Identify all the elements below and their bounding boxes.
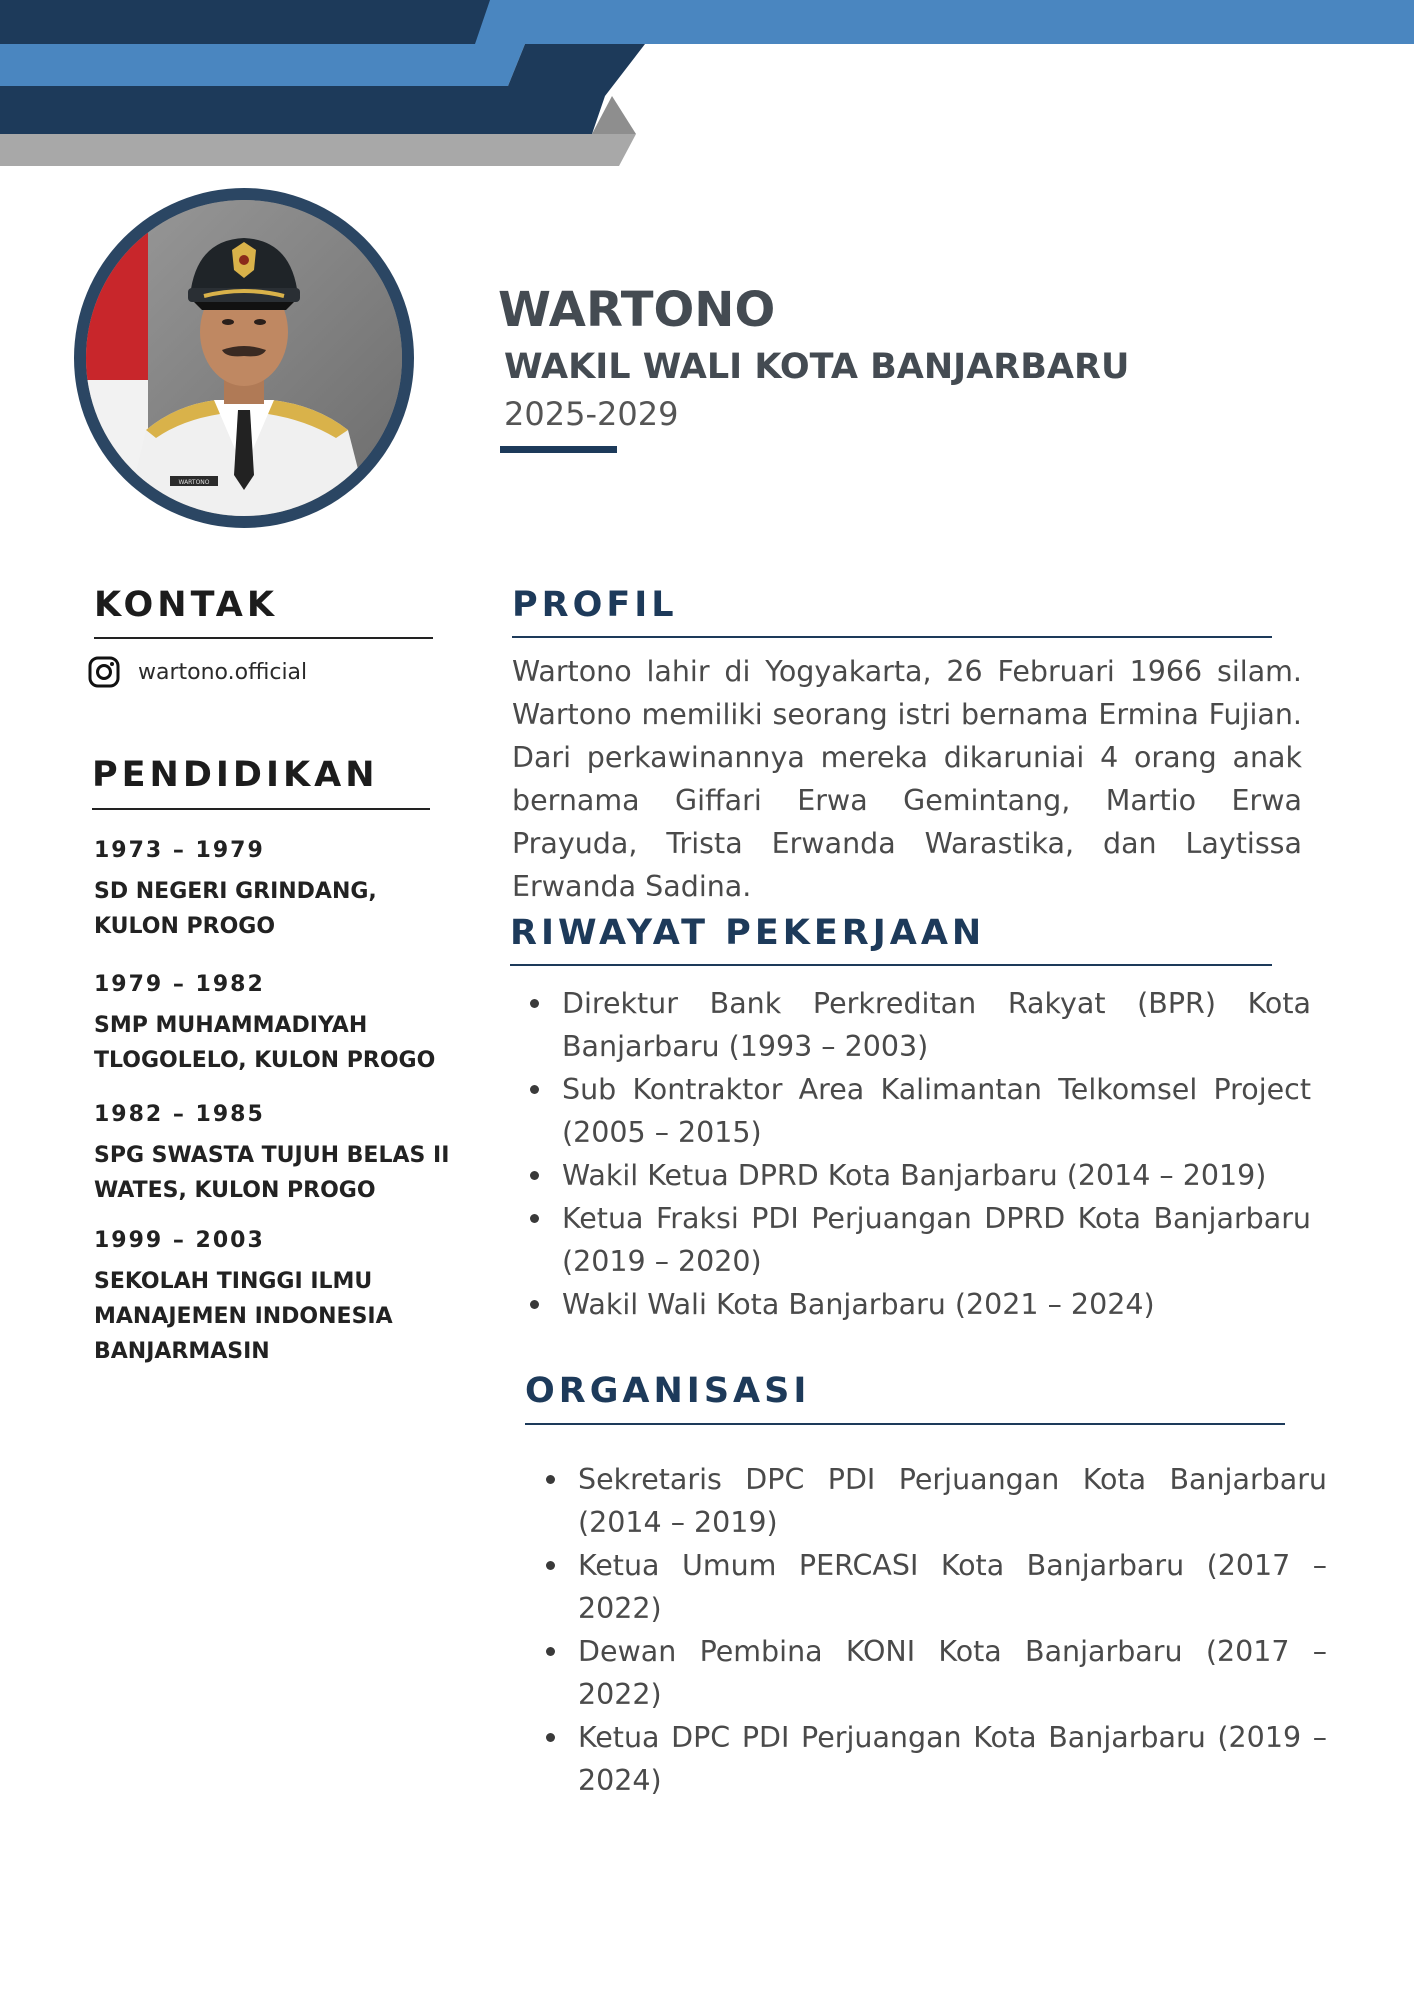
education-school-line: SMP MUHAMMADIYAH (94, 1013, 368, 1038)
list-item: Sekretaris DPC PDI Perjuangan Kota Banjarbaru (2014 – 2019) (528, 1458, 1327, 1544)
portrait-badge: WARTONO (178, 479, 210, 486)
instagram-contact[interactable] (88, 656, 307, 688)
education-school-line: SEKOLAH TINGGI ILMU (94, 1269, 373, 1294)
banner-stripe-navy-top (0, 0, 490, 44)
list-item: Ketua Fraksi PDI Perjuangan DPRD Kota Banjarbaru (2019 – 2020) (512, 1197, 1311, 1283)
profil-text: Wartono lahir di Yogyakarta, 26 Februari 1966 silam. Wartono memiliki seorang istri bernama Ermina Fujian. Dari perkawinannya mereka dikaruniai 4 orang anak bernama Giffari Erwa Gemintang, Martio Erwa Prayuda, Trista Erwanda Warastika, dan Laytissa Erwanda Sadina. (512, 655, 1302, 903)
organisasi-rule (525, 1423, 1285, 1425)
list-item: Wakil Ketua DPRD Kota Banjarbaru (2014 – 2019) (512, 1154, 1311, 1197)
banner-stripe-blue-mid (0, 44, 525, 86)
portrait-illustration (86, 200, 402, 516)
list-item: Ketua Umum PERCASI Kota Banjarbaru (2017 – 2022) (528, 1544, 1327, 1630)
list-item: Direktur Bank Perkreditan Rakyat (BPR) Kota Banjarbaru (1993 – 2003) (512, 982, 1311, 1068)
education-years: 1999 – 2003 (94, 1228, 265, 1253)
education-school-line: SD NEGERI GRINDANG, (94, 879, 377, 904)
term-years: 2025-2029 (504, 395, 679, 433)
education-years: 1979 – 1982 (94, 972, 265, 997)
education-school-line: MANAJEMEN INDONESIA (94, 1304, 393, 1329)
profil-rule (512, 636, 1272, 638)
instagram-handle[interactable]: wartono.official (138, 659, 308, 685)
education-years: 1973 – 1979 (94, 838, 265, 863)
profil-title: PROFIL (512, 585, 678, 625)
organisasi-title: ORGANISASI (525, 1371, 811, 1411)
list-item: Sub Kontraktor Area Kalimantan Telkomsel Project (2005 – 2015) (512, 1068, 1311, 1154)
person-name: WARTONO (498, 282, 776, 338)
instagram-icon (88, 656, 120, 688)
portrait-photo (86, 200, 402, 516)
riwayat-title: RIWAYAT PEKERJAAN (510, 913, 986, 953)
list-item: Ketua DPC PDI Perjuangan Kota Banjarbaru (2019 – 2024) (528, 1716, 1327, 1802)
pendidikan-rule (92, 808, 430, 810)
kontak-rule (94, 637, 433, 639)
list-item: Dewan Pembina KONI Kota Banjarbaru (2017 – 2022) (528, 1630, 1327, 1716)
organisasi-list (528, 1458, 1327, 1802)
list-item: Wakil Wali Kota Banjarbaru (2021 – 2024) (512, 1283, 1311, 1326)
education-years: 1982 – 1985 (94, 1102, 265, 1127)
term-underline (500, 446, 617, 453)
kontak-title: KONTAK (94, 585, 278, 625)
education-entry (94, 1104, 454, 1208)
riwayat-list (512, 982, 1311, 1326)
banner-stripe-blue-top (455, 0, 1414, 44)
person-role: WAKIL WALI KOTA BANJARBARU (504, 347, 1130, 387)
education-school-line: SPG SWASTA TUJUH BELAS II (94, 1143, 450, 1168)
pendidikan-title: PENDIDIKAN (92, 755, 379, 795)
education-entry (94, 974, 454, 1078)
portrait-frame (74, 188, 414, 528)
education-school-line: TLOGOLELO, KULON PROGO (94, 1048, 436, 1073)
education-school-line: KULON PROGO (94, 914, 276, 939)
riwayat-rule (510, 964, 1272, 966)
banner-stripe-gray (0, 134, 636, 166)
header-banner (0, 0, 1414, 180)
education-school-line: BANJARMASIN (94, 1339, 270, 1364)
education-entry (94, 840, 454, 944)
education-entry (94, 1230, 454, 1369)
education-school-line: WATES, KULON PROGO (94, 1178, 376, 1203)
